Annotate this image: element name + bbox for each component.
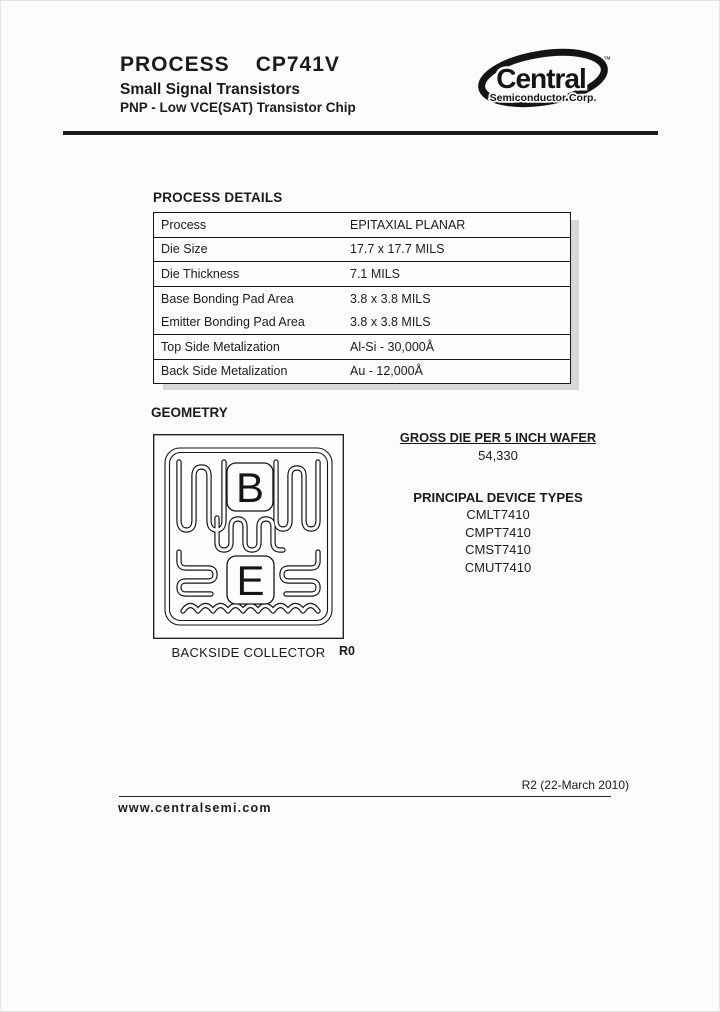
central-logo <box>477 48 617 112</box>
row-label: Die Size <box>161 242 208 257</box>
row-value: 3.8 x 3.8 MILS <box>350 291 431 306</box>
row-value: EPITAXIAL PLANAR <box>350 217 466 232</box>
die-revision-mark: R0 <box>339 644 355 658</box>
row-value: Au - 12,000Å <box>350 364 423 379</box>
table-row <box>154 287 570 311</box>
table-row <box>154 360 570 384</box>
logo-tagline: Semiconductor Corp. <box>489 92 597 104</box>
row-label: Die Thickness <box>161 266 240 281</box>
footer-divider <box>119 796 611 797</box>
logo-trademark: ™ <box>603 55 611 64</box>
row-label: Base Bonding Pad Area <box>161 291 294 306</box>
header-divider <box>63 131 658 135</box>
device-type-item: CMLT7410 <box>466 507 530 522</box>
die-geometry-figure <box>153 434 344 639</box>
gross-die-value: 54,330 <box>478 448 518 463</box>
row-label: Emitter Bonding Pad Area <box>161 315 305 330</box>
device-type-item: CMPT7410 <box>465 524 531 540</box>
table-row <box>154 213 570 238</box>
row-label: Top Side Metalization <box>161 339 280 354</box>
footer-website: www.centralsemi.com <box>118 801 272 815</box>
device-description: PNP - Low VCE(SAT) Transistor Chip <box>120 100 356 115</box>
table-row <box>154 335 570 360</box>
process-label: PROCESS <box>120 53 230 76</box>
subtitle: Small Signal Transistors <box>120 81 301 98</box>
emitter-pad-label: E <box>236 557 265 604</box>
device-types-title: PRINCIPAL DEVICE TYPES <box>413 490 583 505</box>
row-value: Al-Si - 30,000Å <box>350 339 435 354</box>
row-value: 3.8 x 3.8 MILS <box>350 315 431 330</box>
device-type-item: CMST7410 <box>465 542 531 557</box>
geometry-title: GEOMETRY <box>151 405 228 420</box>
part-number: CP741V <box>255 53 340 76</box>
table-row <box>154 238 570 263</box>
die-drawing <box>153 434 344 639</box>
process-details-title: PROCESS DETAILS <box>153 190 283 205</box>
gross-die-title: GROSS DIE PER 5 INCH WAFER <box>399 430 597 445</box>
row-label: Process <box>161 217 207 232</box>
logo-name: Central <box>496 63 586 94</box>
footer-revision: R2 (22-March 2010) <box>521 778 629 792</box>
table-row <box>154 262 570 287</box>
base-pad-label: B <box>235 464 265 511</box>
process-details-table <box>153 212 571 384</box>
page-title <box>120 53 340 77</box>
row-value: 17.7 x 17.7 MILS <box>350 242 445 257</box>
row-label: Back Side Metalization <box>161 364 288 379</box>
die-caption: BACKSIDE COLLECTOR <box>171 645 326 660</box>
table-row <box>154 310 570 335</box>
device-type-item: CMUT7410 <box>464 559 532 575</box>
wafer-info-column <box>389 430 607 576</box>
row-value: 7.1 MILS <box>350 266 401 281</box>
central-logo-graphic <box>477 48 617 112</box>
